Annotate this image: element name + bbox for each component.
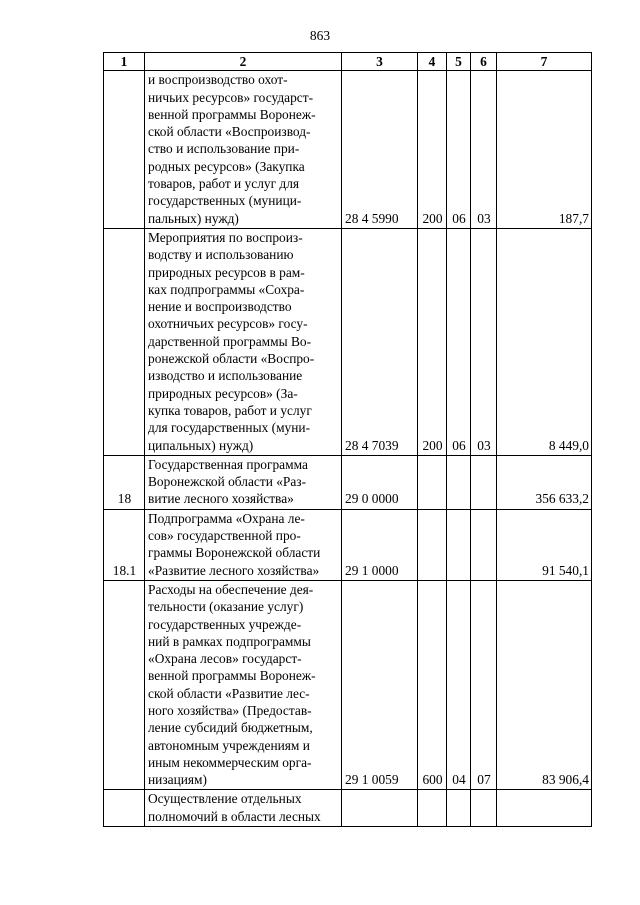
description-line: купка товаров, работ и услуг [148, 402, 312, 418]
target-article-code: 29 1 0059 [342, 580, 418, 790]
row-number [104, 790, 145, 827]
description-line: Осуществление отдельных [148, 791, 302, 807]
expense-type-code: 200 [418, 71, 447, 229]
amount-value: 8 449,0 [497, 228, 592, 455]
row-number: 18 [104, 455, 145, 509]
description-line: Воронежской области «Раз- [148, 474, 307, 490]
description-line: изводство и использование [148, 368, 303, 384]
subsection-code [471, 455, 497, 509]
description-line: пальных) нужд) [148, 210, 239, 226]
description-line: автономным учреждениям и [148, 737, 310, 753]
target-article-code: 29 0 0000 [342, 455, 418, 509]
target-article-code: 28 4 7039 [342, 228, 418, 455]
target-article-code: 28 4 5990 [342, 71, 418, 229]
description-line: Государственная программа [148, 456, 308, 472]
description-line: ство и использование при- [148, 141, 300, 157]
description-line: ской области «Воспроизвод- [148, 124, 311, 140]
description-line: природных ресурсов в рам- [148, 264, 305, 280]
section-code [447, 790, 471, 827]
header-row [104, 53, 592, 71]
subsection-code [471, 790, 497, 827]
description-line: иным некоммерческим орга- [148, 754, 312, 770]
description-line: ничьих ресурсов» государст- [148, 89, 314, 105]
description-line: Подпрограмма «Охрана ле- [148, 510, 305, 526]
description-line: государственных (муници- [148, 193, 302, 209]
table-row [104, 790, 592, 827]
description-line: Расходы на обеспечение дея- [148, 581, 314, 597]
description-line: ний в рамках подпрограммы [148, 633, 311, 649]
expense-type-code [418, 455, 447, 509]
table-body [104, 71, 592, 827]
description-line: ципальных) нужд) [148, 437, 254, 453]
expense-type-code [418, 790, 447, 827]
column-header: 5 [447, 53, 471, 71]
amount-value: 356 633,2 [497, 455, 592, 509]
description-line: ской области «Развитие лес- [148, 685, 310, 701]
description-line: венной программы Воронеж- [148, 106, 316, 122]
subsection-code [471, 509, 497, 580]
budget-table [103, 52, 592, 827]
amount-value: 83 906,4 [497, 580, 592, 790]
expense-type-code: 600 [418, 580, 447, 790]
row-description [145, 790, 342, 827]
column-header: 3 [342, 53, 418, 71]
row-number [104, 71, 145, 229]
section-code: 04 [447, 580, 471, 790]
description-line: для государственных (муни- [148, 420, 311, 436]
description-line: и воспроизводство охот- [148, 72, 288, 88]
description-line: граммы Воронежской области [148, 545, 321, 561]
description-line: низациям) [148, 772, 207, 788]
description-line: «Охрана лесов» государст- [148, 651, 302, 667]
description-line: дарственной программы Во- [148, 333, 312, 349]
amount-value: 187,7 [497, 71, 592, 229]
row-number [104, 228, 145, 455]
target-article-code: 29 1 0000 [342, 509, 418, 580]
description-line: родных ресурсов» (Закупка [148, 158, 305, 174]
description-line: нение и воспроизводство [148, 299, 292, 315]
row-description [145, 228, 342, 455]
description-line: природных ресурсов» (За- [148, 385, 298, 401]
subsection-code: 03 [471, 71, 497, 229]
description-line: полномочий в области лесных [148, 808, 321, 824]
table-row [104, 509, 592, 580]
row-number: 18.1 [104, 509, 145, 580]
description-line: сов» государственной про- [148, 528, 301, 544]
subsection-code: 03 [471, 228, 497, 455]
description-line: витие лесного хозяйства» [148, 491, 294, 507]
row-description [145, 509, 342, 580]
column-header: 7 [497, 53, 592, 71]
section-code [447, 455, 471, 509]
description-line: охотничьих ресурсов» госу- [148, 316, 308, 332]
table-row [104, 455, 592, 509]
description-line: товаров, работ и услуг для [148, 176, 300, 192]
table-row [104, 228, 592, 455]
row-description [145, 455, 342, 509]
description-line: ках подпрограммы «Сохра- [148, 281, 305, 297]
column-header: 6 [471, 53, 497, 71]
page-number: 863 [309, 28, 331, 43]
expense-type-code: 200 [418, 228, 447, 455]
column-header: 1 [104, 53, 145, 71]
column-header: 4 [418, 53, 447, 71]
expense-type-code [418, 509, 447, 580]
description-line: ронежской области «Воспро- [148, 351, 315, 367]
row-number [104, 580, 145, 790]
row-description [145, 71, 342, 229]
target-article-code [342, 790, 418, 827]
section-code: 06 [447, 71, 471, 229]
row-description [145, 580, 342, 790]
description-line: тельности (оказание услуг) [148, 599, 304, 615]
description-line: ление субсидий бюджетным, [148, 720, 313, 736]
description-line: государственных учрежде- [148, 616, 302, 632]
amount-value: 91 540,1 [497, 509, 592, 580]
table-row [104, 580, 592, 790]
amount-value [497, 790, 592, 827]
section-code: 06 [447, 228, 471, 455]
column-header: 2 [145, 53, 342, 71]
description-line: ного хозяйства» (Предостав- [148, 702, 312, 718]
description-line: Мероприятия по воспроиз- [148, 229, 303, 245]
description-line: венной программы Воронеж- [148, 668, 316, 684]
description-line: водству и использованию [148, 247, 294, 263]
table-row [104, 71, 592, 229]
subsection-code: 07 [471, 580, 497, 790]
section-code [447, 509, 471, 580]
description-line: «Развитие лесного хозяйства» [148, 562, 320, 578]
